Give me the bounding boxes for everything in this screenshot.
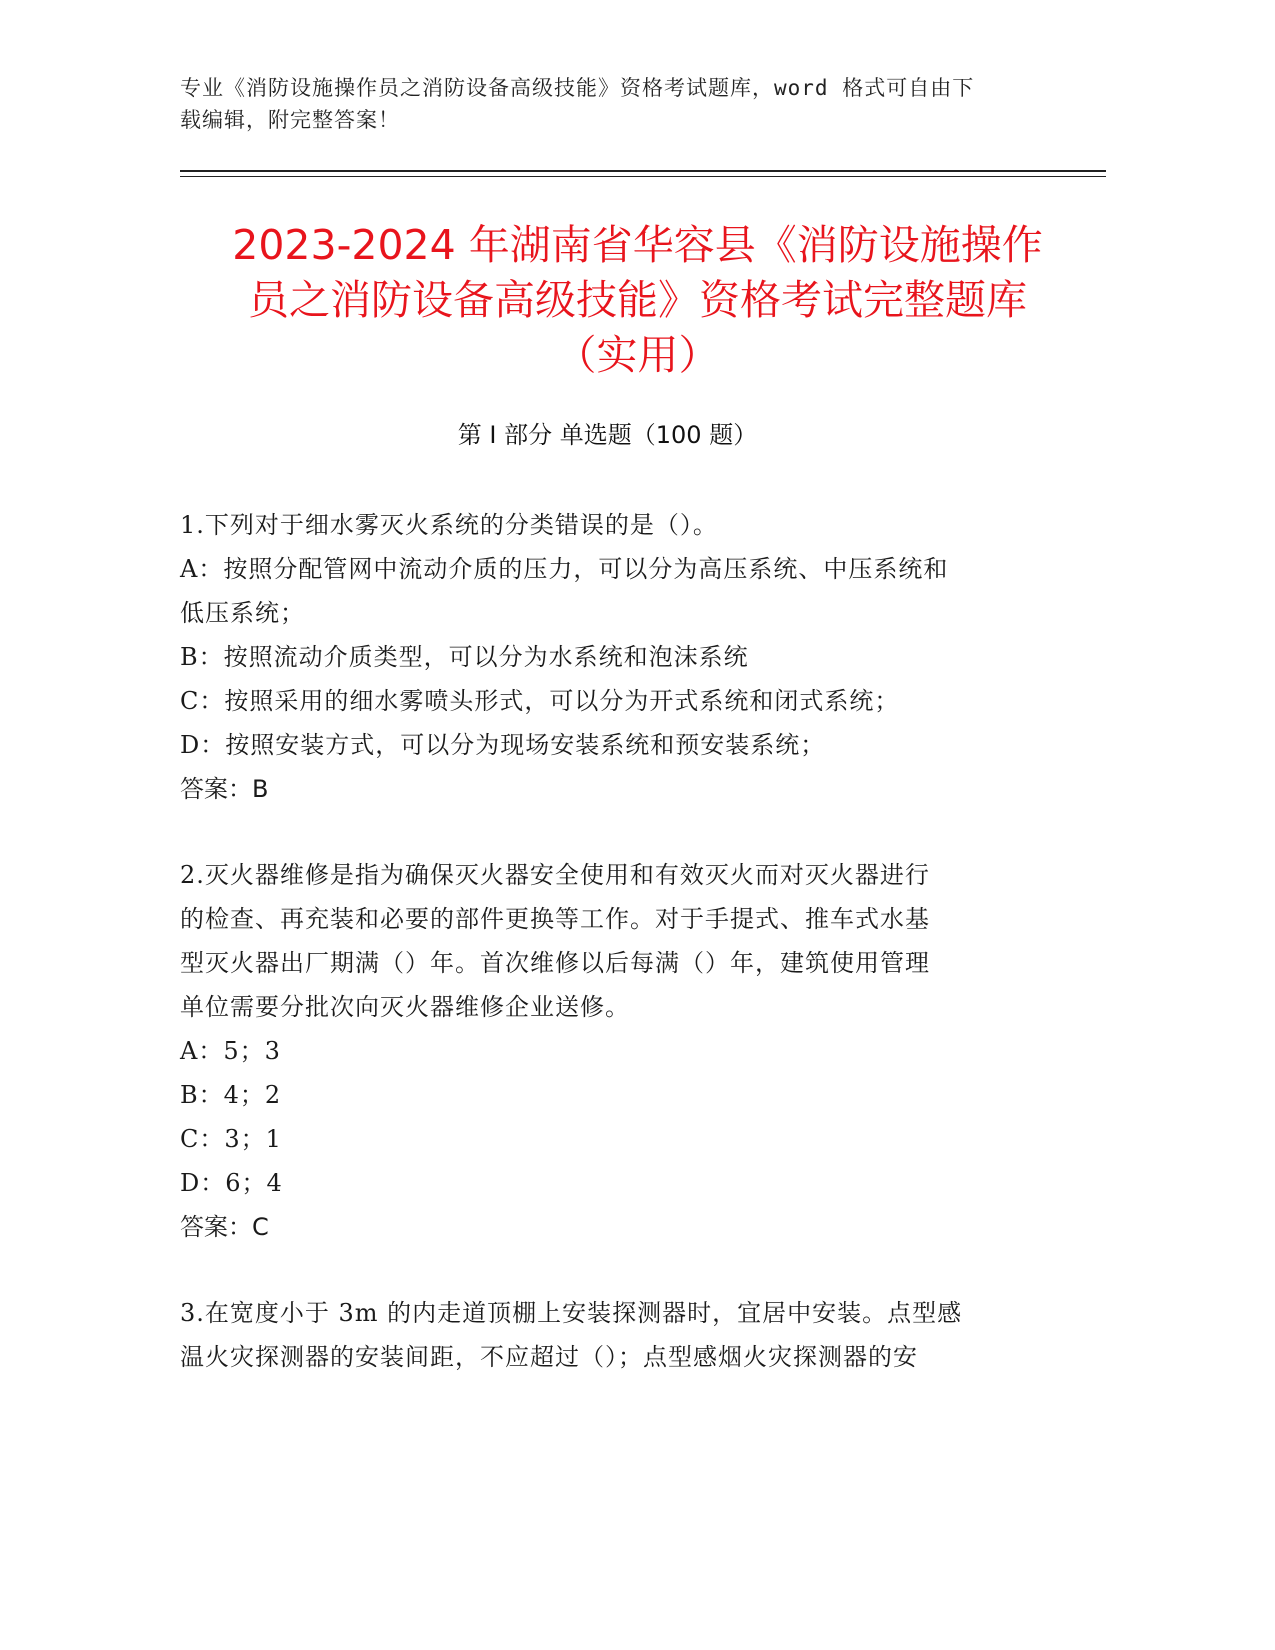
question-stem: 2.灭火器维修是指为确保灭火器安全使用和有效灭火而对灭火器进行 [180, 861, 930, 889]
header-note-line: 专业《消防设施操作员之消防设备高级技能》资格考试题库，word 格式可自由下 [180, 76, 975, 100]
title-line: 2023-2024 年湖南省华容县《消防设施操作 [232, 221, 1043, 269]
option-d: D：6；4 [180, 1169, 283, 1197]
header-note [180, 72, 1060, 136]
header-divider [180, 176, 1106, 177]
option-c: C：按照采用的细水雾喷头形式，可以分为开式系统和闭式系统； [180, 687, 900, 715]
title-line: （实用） [555, 331, 720, 379]
title-line: 员之消防设备高级技能》资格考试完整题库 [248, 276, 1027, 324]
question-stem: 单位需要分批次向灭火器维修企业送修。 [180, 993, 630, 1021]
question-3 [180, 1291, 1040, 1379]
question-2 [180, 853, 1040, 1249]
section-heading: 第 I 部分 单选题（100 题） [457, 421, 758, 449]
question-1 [180, 503, 1040, 811]
question-stem: 温火灾探测器的安装间距，不应超过（）；点型感烟火灾探测器的安 [180, 1343, 918, 1371]
header-note-line: 载编辑，附完整答案！ [180, 108, 400, 132]
option-a-continued: 低压系统； [180, 599, 305, 627]
question-stem: 型灭火器出厂期满（）年。首次维修以后每满（）年，建筑使用管理 [180, 949, 930, 977]
option-d: D：按照安装方式，可以分为现场安装系统和预安装系统； [180, 731, 826, 759]
question-stem: 的检查、再充装和必要的部件更换等工作。对于手提式、推车式水基 [180, 905, 930, 933]
option-b: B：4；2 [180, 1081, 282, 1109]
option-a: A：5；3 [180, 1037, 281, 1065]
answer: 答案：B [180, 775, 269, 803]
question-list [180, 503, 1040, 1421]
answer: 答案：C [180, 1213, 269, 1241]
option-c: C：3；1 [180, 1125, 282, 1153]
question-stem: 3.在宽度小于 3m 的内走道顶棚上安装探测器时，宜居中安装。点型感 [180, 1299, 963, 1327]
header-divider [180, 170, 1106, 172]
document-title [150, 218, 1125, 383]
option-a: A：按照分配管网中流动介质的压力，可以分为高压系统、中压系统和 [180, 555, 949, 583]
option-b: B：按照流动介质类型，可以分为水系统和泡沫系统 [180, 643, 749, 671]
question-stem: 1.下列对于细水雾灭火系统的分类错误的是（）。 [180, 511, 718, 539]
